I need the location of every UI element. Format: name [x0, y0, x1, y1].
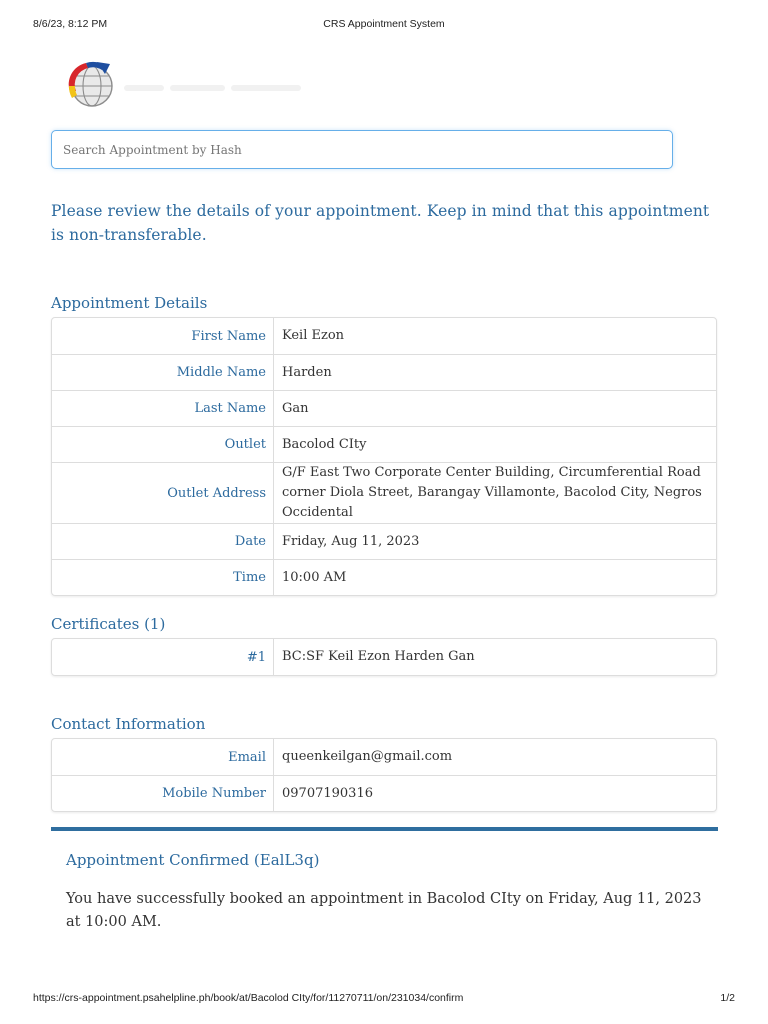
- certificates-table: [51, 638, 717, 676]
- confirmation-message: You have successfully booked an appointment in Bacolod CIty on Friday, Aug 11, 2023 at 10:00 AM.: [66, 891, 702, 930]
- table-row: [52, 523, 716, 559]
- search-appointment-input[interactable]: [51, 130, 673, 169]
- table-row: [52, 559, 716, 595]
- confirmation-panel: [51, 827, 718, 947]
- row-label: Outlet Address: [52, 462, 274, 523]
- print-header: [0, 18, 768, 32]
- confirmation-title: Appointment Confirmed (EalL3q): [66, 851, 320, 869]
- page-number: 1/2: [720, 992, 735, 1004]
- row-value: Bacolod CIty: [274, 426, 716, 462]
- certificates-heading: Certificates (1): [51, 615, 166, 633]
- appointment-details-table: [51, 317, 717, 596]
- logo-wordmark: [124, 76, 334, 90]
- table-row: [52, 354, 716, 390]
- row-label: #1: [52, 639, 274, 675]
- appointment-details-heading: Appointment Details: [51, 294, 208, 312]
- table-row: [52, 390, 716, 426]
- row-label: First Name: [52, 318, 274, 354]
- table-row: [52, 775, 716, 811]
- table-row: [52, 318, 716, 354]
- print-date: 8/6/23, 8:12 PM: [33, 18, 108, 30]
- row-value: 10:00 AM: [274, 559, 716, 595]
- intro-notice: Please review the details of your appointment. Keep in mind that this appointment is non-transferable.: [51, 202, 710, 244]
- row-value: Keil Ezon: [282, 328, 345, 343]
- row-value: 09707190316: [274, 775, 716, 811]
- row-label: Middle Name: [52, 354, 274, 390]
- row-value: queenkeilgan@gmail.com: [282, 749, 453, 764]
- contact-info-heading: Contact Information: [51, 715, 206, 733]
- row-value: G/F East Two Corporate Center Building, Circumferential Road corner Diola Street, Barangay Villamonte, Bacolod City, Negros Occidental: [274, 462, 716, 523]
- row-label: Time: [52, 559, 274, 595]
- row-value: BC:SF Keil Ezon Harden Gan: [282, 649, 475, 664]
- row-label: Last Name: [52, 390, 274, 426]
- table-row: [52, 426, 716, 462]
- table-row: [52, 739, 716, 775]
- print-footer: [0, 992, 768, 1006]
- row-value: Friday, Aug 11, 2023: [274, 523, 716, 559]
- psa-logo: [66, 58, 118, 110]
- table-row: [52, 639, 716, 675]
- row-label: Date: [52, 523, 274, 559]
- row-label: Email: [52, 739, 274, 775]
- row-value: Harden: [274, 354, 716, 390]
- print-url: https://crs-appointment.psahelpline.ph/book/at/Bacolod CIty/for/11270711/on/231034/confirm: [33, 992, 464, 1004]
- print-title: CRS Appointment System: [323, 18, 445, 30]
- table-row: [52, 462, 716, 523]
- row-label: Mobile Number: [52, 775, 274, 811]
- row-label: Outlet: [52, 426, 274, 462]
- row-value: Gan: [274, 390, 716, 426]
- contact-info-table: [51, 738, 717, 812]
